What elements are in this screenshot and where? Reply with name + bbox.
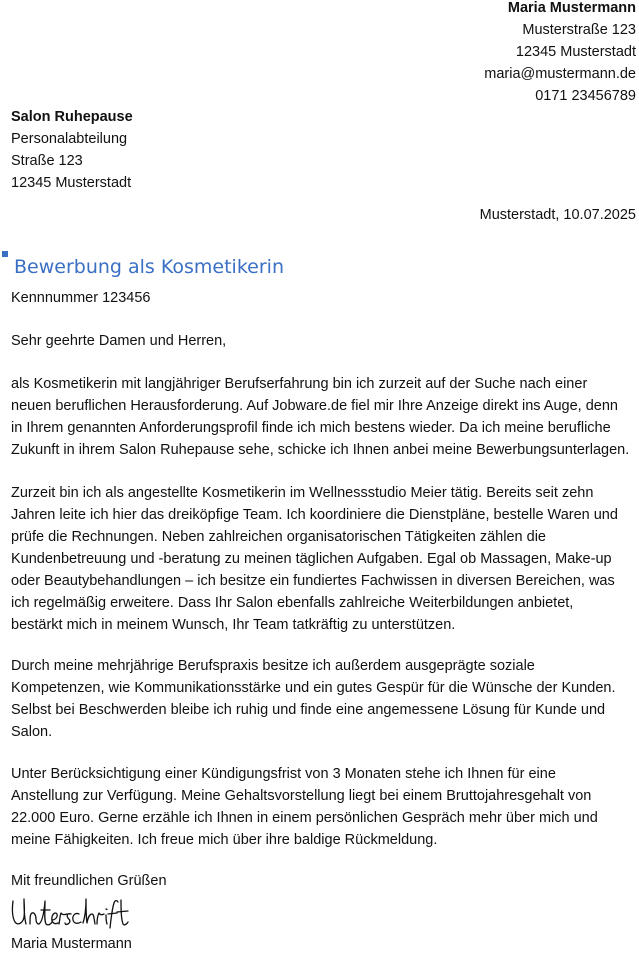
paragraph-line: Zurzeit bin ich als angestellte Kosmetikerin im Wellnessstudio Meier tätig. Bereits seit zehn bbox=[11, 485, 594, 501]
body-paragraph-1 bbox=[11, 373, 637, 461]
paragraph-line: oder Beautybehandlungen – ich besitze ein fundiertes Fachwissen in diversen Bereichen, was bbox=[11, 573, 615, 589]
paragraph-line: Kompetenzen, wie Kommunikationsstärke und ein gutes Gespür für die Wünsche der Kunden. bbox=[11, 680, 616, 696]
sender-phone: 0171 23456789 bbox=[535, 88, 636, 104]
letter-subject: Bewerbung als Kosmetikerin bbox=[14, 256, 284, 278]
body-paragraph-4 bbox=[11, 763, 637, 851]
place-and-date: Musterstadt, 10.07.2025 bbox=[479, 207, 636, 223]
recipient-city: 12345 Musterstadt bbox=[11, 175, 132, 191]
sender-street: Musterstraße 123 bbox=[522, 22, 636, 38]
salutation: Sehr geehrte Damen und Herren, bbox=[11, 333, 227, 349]
body-paragraph-3 bbox=[11, 655, 637, 743]
paragraph-line: in Ihrem genannten Anforderungsprofil finde ich mich bestens wieder. Da ich meine berufliche bbox=[11, 420, 611, 436]
paragraph-line: ich regelmäßig erweitere. Dass Ihr Salon ebenfalls zahlreiche Weiterbildungen anbietet, bbox=[11, 595, 574, 611]
recipient-street: Straße 123 bbox=[11, 153, 83, 169]
paragraph-line: Zukunft in ihrem Salon Ruhepause sehe, schicke ich Ihnen anbei meine Bewerbungsunterlagen. bbox=[11, 442, 630, 458]
paragraph-line: Durch meine mehrjährige Berufspraxis besitze ich außerdem ausgeprägte soziale bbox=[11, 658, 535, 674]
paragraph-line: Selbst bei Beschwerden bleibe ich ruhig und finde eine angemessene Lösung für Kunde und bbox=[11, 702, 606, 718]
reference-number: Kennnummer 123456 bbox=[11, 290, 151, 306]
handwritten-signature bbox=[9, 893, 131, 938]
paragraph-line: Unter Berücksichtigung einer Kündigungsfrist von 3 Monaten stehe ich Ihnen für eine bbox=[11, 766, 556, 782]
closing-phrase: Mit freundlichen Grüßen bbox=[11, 873, 167, 889]
recipient-department: Personalabteilung bbox=[11, 131, 128, 147]
paragraph-line: Salon. bbox=[11, 724, 53, 740]
sender-city: 12345 Musterstadt bbox=[515, 44, 636, 60]
paragraph-line: neuen beruflichen Herausforderung. Auf Jobware.de fiel mir Ihre Anzeige direkt ins Auge, denn bbox=[11, 398, 618, 414]
recipient-company: Salon Ruhepause bbox=[11, 109, 133, 125]
paragraph-line: als Kosmetikerin mit langjähriger Berufserfahrung bin ich zurzeit auf der Suche nach einer bbox=[11, 376, 588, 392]
sender-email: maria@mustermann.de bbox=[484, 66, 636, 82]
paragraph-line: 22.000 Euro. Gerne erzähle ich Ihnen in einem persönlichen Gespräch mehr über mich und bbox=[11, 810, 598, 826]
sender-name: Maria Mustermann bbox=[507, 0, 636, 16]
signed-name: Maria Mustermann bbox=[11, 936, 132, 952]
subject-marker bbox=[2, 251, 8, 257]
paragraph-line: Jahren leite ich hier das dreiköpfige Team. Ich koordiniere die Dienstpläne, bestelle Waren und bbox=[11, 507, 618, 523]
paragraph-line: Anstellung zur Verfügung. Meine Gehaltsvorstellung liegt bei einem Bruttojahresgehalt von bbox=[11, 788, 592, 804]
paragraph-line: prüfe die Rechnungen. Neben zahlreichen organisatorischen Tätigkeiten zählen die bbox=[11, 529, 546, 545]
body-paragraph-2 bbox=[11, 482, 637, 636]
paragraph-line: bestärkt mich in meinem Wunsch, Ihr Team tatkräftig zu unterstützen. bbox=[11, 617, 456, 633]
recipient-address-block bbox=[11, 106, 133, 194]
sender-address-block bbox=[484, 0, 636, 107]
paragraph-line: Kundenbetreuung und -beratung zu meinen täglichen Aufgaben. Egal ob Massagen, Make-up bbox=[11, 551, 612, 567]
paragraph-line: meine Fähigkeiten. Ich freue mich über ihre baldige Rückmeldung. bbox=[11, 832, 438, 848]
